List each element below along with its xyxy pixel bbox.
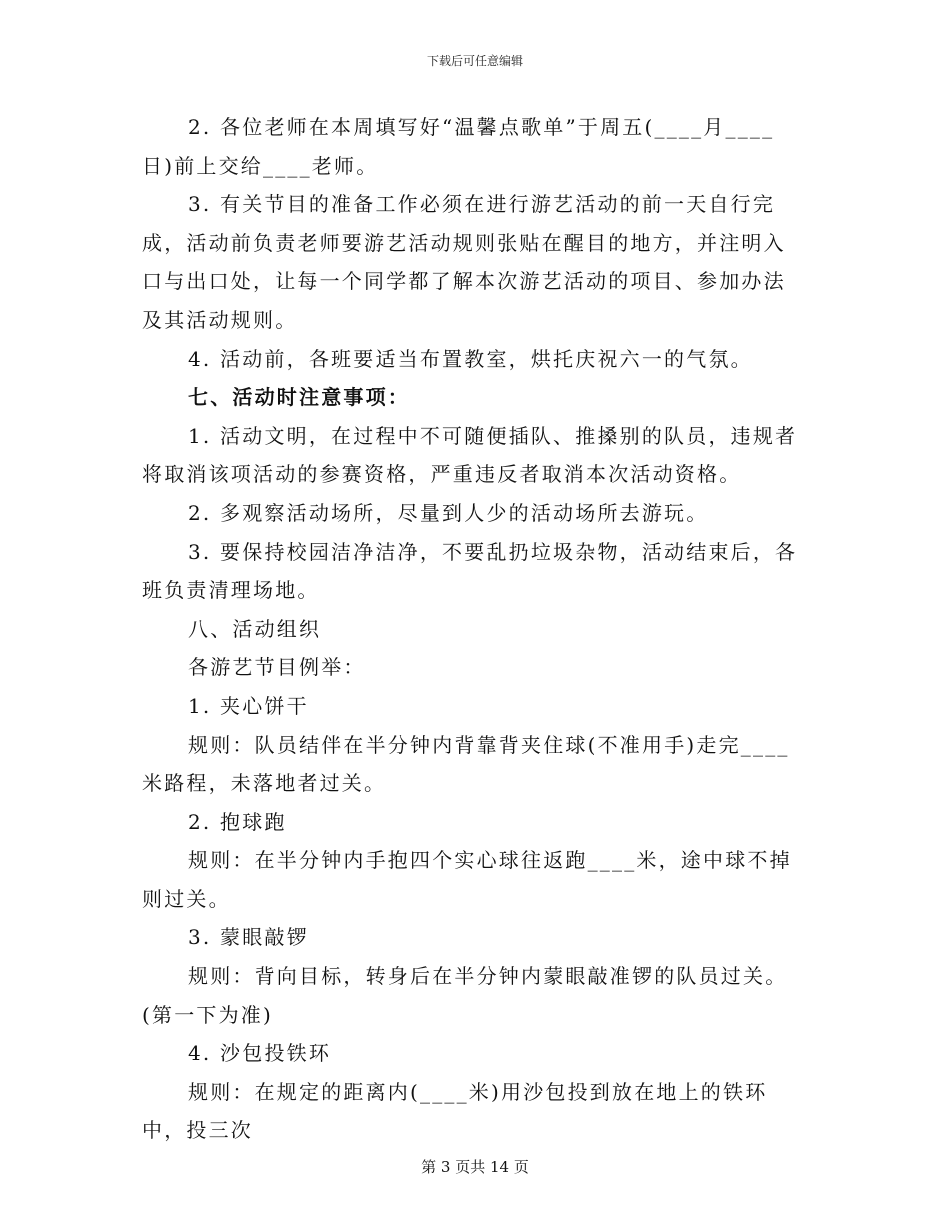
item-rule: 规则：背向目标，转身后在半分钟内蒙眼敲准锣的队员过关。(第一下为准) [142,964,788,1027]
paragraph: 4. 活动前，各班要适当布置教室，烘托庆祝六一的气氛。 [188,346,753,371]
paragraph: 2. 多观察活动场所，尽量到人少的活动场所去游玩。 [188,500,709,525]
paragraph: 3. 有关节目的准备工作必须在进行游艺活动的前一天自行完成，活动前负责老师要游艺活动规则张贴在醒目的地方，并注明入口与出口处，让每一个同学都了解本次游艺活动的项目、参加办法及其活动规则。 [142,192,786,332]
item-rule: 规则：队员结伴在半分钟内背靠背夹住球(不准用手)走完____米路程，未落地者过关。 [142,732,790,796]
item-title: 4. 沙包投铁环 [188,1041,332,1066]
item-rule: 规则：在规定的距离内(____米)用沙包投到放在地上的铁环中，投三次 [142,1079,768,1143]
section-heading: 八、活动组织 [188,616,322,641]
paragraph: 3. 要保持校园洁净洁净，不要乱扔垃圾杂物，活动结束后，各班负责清理场地。 [142,539,798,603]
page-header: 下载后可任意编辑 [426,54,523,68]
item-title: 2. 抱球跑 [188,809,287,834]
item-title: 1. 夹心饼干 [188,693,309,718]
section-heading: 七、活动时注意事项： [188,385,410,410]
item-rule: 规则：在半分钟内手抱四个实心球往返跑____米，途中球不掉则过关。 [142,848,792,911]
paragraph: 2. 各位老师在本周填写好“温馨点歌单”于周五(____月____日)前上交给____老师。 [142,115,775,178]
page-footer: 第 3 页共 14 页 [421,1158,529,1176]
item-title: 3. 蒙眼敲锣 [188,925,309,950]
document-body [142,108,802,1150]
paragraph: 各游艺节目例举： [188,655,366,680]
paragraph: 1. 活动文明，在过程中不可随便插队、推搡别的队员，违规者将取消该项活动的参赛资格，严重违反者取消本次活动资格。 [142,423,798,487]
